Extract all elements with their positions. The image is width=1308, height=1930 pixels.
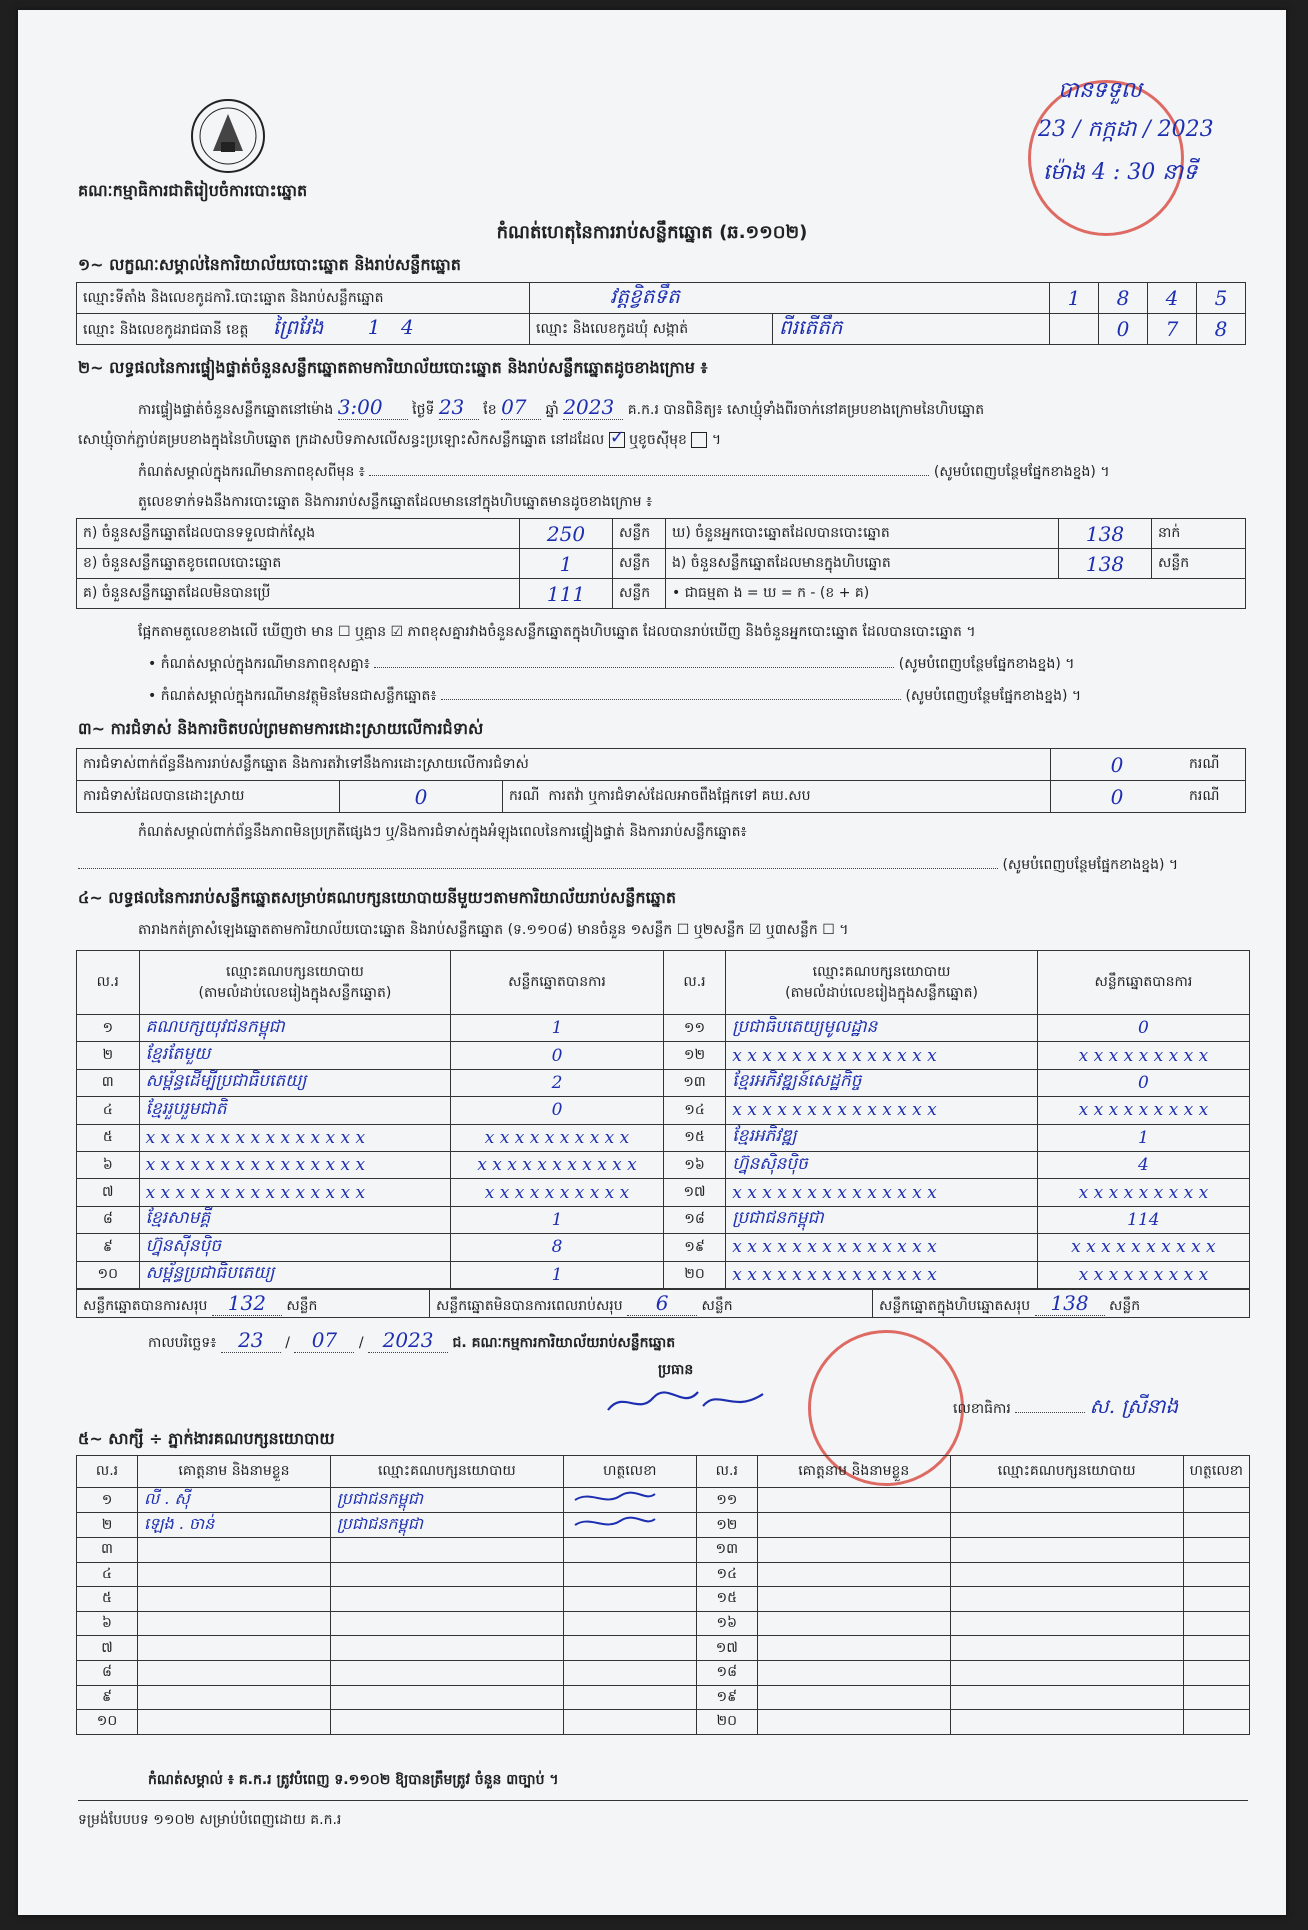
total-box-value: 138 bbox=[1035, 1291, 1105, 1316]
result-party: x x x x x x x x x x x x x x x bbox=[139, 1151, 451, 1178]
witness-name bbox=[137, 1685, 330, 1710]
results-table bbox=[76, 950, 1250, 1289]
commune-code-1: 0 bbox=[1099, 314, 1148, 345]
objection-row1-unit: ករណី bbox=[1183, 749, 1246, 781]
result-party: x x x x x x x x x x x x x x bbox=[726, 1179, 1038, 1206]
col-votes-left: សន្លឹកឆ្នោតបានការ bbox=[451, 951, 663, 1015]
form-sheet bbox=[18, 10, 1286, 1915]
counts-row bbox=[77, 579, 1246, 609]
witness-party bbox=[950, 1685, 1183, 1710]
witness-name bbox=[137, 1538, 330, 1563]
note-diff-line bbox=[138, 462, 1248, 483]
chair-label: ប្រធាន bbox=[658, 1362, 694, 1378]
witness-no: ១១ bbox=[696, 1488, 757, 1513]
objection-row2-value: 0 bbox=[340, 781, 503, 813]
witness-no: ១៣ bbox=[696, 1538, 757, 1563]
counts-table bbox=[76, 518, 1246, 609]
witness-party bbox=[330, 1562, 563, 1587]
verify-time-value: 3:00 bbox=[338, 395, 408, 420]
form-title: កំណត់ហេតុនៃការរាប់សន្លឹកឆ្នោត (ឆ.១១០២) bbox=[496, 222, 808, 243]
witness-signature bbox=[1183, 1636, 1249, 1661]
secretary-name: ស. ស្រីនាង bbox=[1089, 1394, 1179, 1418]
total-box-cell bbox=[873, 1290, 1250, 1318]
result-votes: x x x x x x x x x x bbox=[451, 1124, 663, 1151]
section4-title: ៤~ លទ្ធផលនៃការរាប់សន្លឹកឆ្នោតសម្រាប់គណបក្សនយោបាយនីមួយៗតាមការិយាល័យរាប់សន្លឹកឆ្នោត bbox=[78, 888, 677, 907]
witness-party bbox=[950, 1710, 1183, 1735]
result-votes: x x x x x x x x x bbox=[1037, 1097, 1249, 1124]
result-party: ប្រជាជនកម្ពុជា bbox=[726, 1206, 1038, 1233]
count-value-e: 138 bbox=[1059, 549, 1152, 579]
witness-party: ប្រជាជនកម្ពុជា bbox=[330, 1513, 563, 1538]
result-no: ១៤ bbox=[663, 1097, 726, 1124]
bullet1-label: • កំណត់សម្គាល់ក្នុងករណីមានភាពខុសគ្នា៖ bbox=[148, 656, 370, 672]
count-unit-a: សន្លឹក bbox=[613, 519, 666, 549]
bottom-divider bbox=[78, 1800, 1248, 1801]
witness-name bbox=[137, 1710, 330, 1735]
result-row bbox=[77, 1261, 1250, 1288]
commune-code-3: 8 bbox=[1197, 314, 1246, 345]
note-diff-label: កំណត់សម្គាល់ក្នុងករណីមានភាពខុសពីមុន ៖ bbox=[138, 464, 365, 480]
result-votes: x x x x x x x x x x x bbox=[451, 1151, 663, 1178]
result-votes: 0 bbox=[1037, 1069, 1249, 1096]
verify-month-value: 07 bbox=[501, 395, 541, 420]
col-votes-right: សន្លឹកឆ្នោតបានការ bbox=[1037, 951, 1249, 1015]
witness-row bbox=[77, 1611, 1250, 1636]
bottom-note: ទម្រង់បែបបទ ១១០២ សម្រាប់បំពេញដោយ គ.ក.រ bbox=[78, 1812, 342, 1828]
witness-col-sign-left: ហត្ថលេខា bbox=[563, 1456, 696, 1488]
witness-party bbox=[950, 1488, 1183, 1513]
witness-name bbox=[757, 1611, 950, 1636]
objections-table bbox=[76, 748, 1246, 813]
verify-month-label: ខែ bbox=[483, 402, 497, 418]
count-value-a: 250 bbox=[520, 519, 613, 549]
witness-signature bbox=[563, 1562, 696, 1587]
verify-line-1-suffix: គ.ក.រ បានពិនិត្យ៖ សោឃ្មុំទាំងពីរចាក់នៅគម្របខាងក្រោមនៃហិបឆ្នោត bbox=[627, 402, 985, 418]
result-party: x x x x x x x x x x x x x x x bbox=[139, 1124, 451, 1151]
witness-col-name-right: គោត្តនាម និងនាមខ្លួន bbox=[757, 1456, 950, 1488]
count-label-e: ង) ចំនួនសន្លឹកឆ្នោតដែលមានក្នុងហិបឆ្នោត bbox=[666, 549, 1059, 579]
section1-title: ១~ លក្ខណៈសម្គាល់នៃការិយាល័យបោះឆ្នោត និងរាប់សន្លឹកឆ្នោត bbox=[78, 255, 461, 274]
result-votes: 1 bbox=[451, 1206, 663, 1233]
nec-emblem-icon bbox=[183, 96, 273, 176]
result-votes: 1 bbox=[1037, 1124, 1249, 1151]
result-party: x x x x x x x x x x x x x x bbox=[726, 1042, 1038, 1069]
result-votes: 1 bbox=[451, 1261, 663, 1288]
province-code-1: 1 bbox=[367, 315, 381, 339]
irregularities-fill bbox=[78, 855, 1248, 876]
result-votes: 114 bbox=[1037, 1206, 1249, 1233]
verify-day-value: 23 bbox=[439, 395, 479, 420]
total-invalid-label: សន្លឹកឆ្នោតមិនបានការពេលរាប់សរុប bbox=[436, 1297, 623, 1314]
col-no-left: ល.រ bbox=[77, 951, 140, 1015]
count-unit-b: សន្លឹក bbox=[613, 549, 666, 579]
commune-label: ឈ្មោះ និងលេខកូដឃុំ សង្កាត់ bbox=[530, 314, 773, 345]
witness-row bbox=[77, 1710, 1250, 1735]
witness-name bbox=[757, 1710, 950, 1735]
witness-signature bbox=[1183, 1538, 1249, 1563]
result-party: គណបក្សយុវជនកម្ពុជា bbox=[139, 1015, 451, 1042]
section3-title: ៣~ ការជំទាស់ និងការចិតបល់ព្រមតាមការដោះស្រាយលើការជំទាស់ bbox=[78, 719, 484, 738]
col-party-left bbox=[139, 951, 451, 1015]
witness-no: ៩ bbox=[77, 1685, 138, 1710]
witness-row bbox=[77, 1538, 1250, 1563]
witness-name bbox=[757, 1538, 950, 1563]
total-valid-unit: សន្លឹក bbox=[286, 1297, 318, 1314]
result-votes: 1 bbox=[451, 1015, 663, 1042]
result-no: ១៨ bbox=[663, 1206, 726, 1233]
result-votes: 2 bbox=[451, 1069, 663, 1096]
count-label-c: គ) ចំនួនសន្លឹកឆ្នោតដែលមិនបានប្រើ bbox=[77, 579, 520, 609]
witness-col-no-right: ល.រ bbox=[696, 1456, 757, 1488]
secretary-label: លេខាធិការ bbox=[953, 1401, 1011, 1417]
province-label: ឈ្មោះ និងលេខកូដរាជធានី ខេត្ត bbox=[83, 322, 249, 338]
intact-alt-label: ឬខូចស៊ីមុខ bbox=[629, 432, 687, 448]
result-party: ខ្មែរសាមគ្គី bbox=[139, 1206, 451, 1233]
commune-code-2: 7 bbox=[1148, 314, 1197, 345]
witness-row bbox=[77, 1562, 1250, 1587]
compare-line: ផ្អែកតាមតួលេខខាងលើ ឃើញថា មាន ☐ ឬគ្មាន ☑ ភាពខុសគ្នារវាងចំនួនសន្លឹកឆ្នោតក្នុងហិបឆ្នោត ដែលបានរាប់ឃើញ និងចំនួនអ្នកបោះឆ្នោត ដែលបានបោះឆ្នោត ។ bbox=[138, 624, 976, 640]
witness-party bbox=[330, 1587, 563, 1612]
witness-name bbox=[137, 1636, 330, 1661]
result-row bbox=[77, 1069, 1250, 1096]
witness-col-no-left: ល.រ bbox=[77, 1456, 138, 1488]
witness-signature bbox=[1183, 1562, 1249, 1587]
col-no-right: ល.រ bbox=[663, 951, 726, 1015]
verify-line-1 bbox=[138, 395, 984, 421]
witness-no: ១៥ bbox=[696, 1587, 757, 1612]
count-unit-e: សន្លឹក bbox=[1152, 549, 1246, 579]
location-code-1: 1 bbox=[1050, 283, 1099, 314]
result-no: ៨ bbox=[77, 1206, 140, 1233]
bullet2-label: • កំណត់សម្គាល់ក្នុងករណីមានវត្ថុមិនមែនជាសន្លឹកឆ្នោត៖ bbox=[148, 688, 437, 704]
location-code-3: 4 bbox=[1148, 283, 1197, 314]
chair-signature bbox=[603, 1380, 773, 1424]
witness-no: ១២ bbox=[696, 1513, 757, 1538]
witness-party bbox=[330, 1636, 563, 1661]
date-line: កាលបរិច្ឆេទ៖ 23 / 07 / 2023 ជ. គណៈកម្មការការិយាល័យរាប់សន្លឹកឆ្នោត bbox=[148, 1328, 676, 1352]
result-no: ១២ bbox=[663, 1042, 726, 1069]
secretary-line bbox=[953, 1393, 1178, 1423]
witness-signature bbox=[1183, 1488, 1249, 1513]
result-party: ខ្មែរតែមួយ bbox=[139, 1042, 451, 1069]
date-month: 07 bbox=[294, 1328, 354, 1353]
received-label: បានទទួល bbox=[1058, 78, 1142, 103]
witness-party bbox=[950, 1611, 1183, 1636]
witness-no: ៦ bbox=[77, 1611, 138, 1636]
totals-table bbox=[76, 1289, 1250, 1318]
counts-row bbox=[77, 519, 1246, 549]
total-box-unit: សន្លឹក bbox=[1108, 1297, 1141, 1314]
col-party-right-title: ឈ្មោះគណបក្សនយោបាយ bbox=[812, 963, 951, 980]
bullet2-fill-more: (សូមបំពេញបន្ថែមផ្នែកខាងខ្នង) ។ bbox=[905, 688, 1082, 704]
witness-table bbox=[76, 1455, 1250, 1735]
location-code-2: 8 bbox=[1099, 283, 1148, 314]
tally-line: តារាងកត់ត្រាសំឡេងឆ្នោតតាមការិយាល័យបោះឆ្នោត និងរាប់សន្លឹកឆ្នោត (ទ.១១០៨) មានចំនួន ១សន្លឹក ☐ ឬ២សន្លឹក ☑ ឬ៣សន្លឹក ☐ ។ bbox=[138, 922, 849, 938]
count-label-a: ក) ចំនួនសន្លឹកឆ្នោតដែលបានទទួលជាក់ស្តែង bbox=[77, 519, 520, 549]
result-party: ហ្វ៊ុនស៊ីនប៉ិច bbox=[139, 1234, 451, 1261]
witness-signature bbox=[1183, 1660, 1249, 1685]
total-valid-value: 132 bbox=[212, 1291, 282, 1316]
date-year: 2023 bbox=[368, 1328, 448, 1353]
result-votes: 8 bbox=[451, 1234, 663, 1261]
col-party-left-title: ឈ្មោះគណបក្សនយោបាយ bbox=[226, 963, 364, 980]
col-party-left-sub: (តាមលំដាប់លេខរៀងក្នុងសន្លឹកឆ្នោត) bbox=[198, 984, 392, 1001]
objection-row2-label: ការជំទាស់ដែលបានដោះស្រាយ bbox=[77, 781, 340, 813]
witness-signature bbox=[563, 1538, 696, 1563]
result-party: x x x x x x x x x x x x x x bbox=[726, 1097, 1038, 1124]
org-name: គណៈកម្មាធិការជាតិរៀបចំការបោះឆ្នោត bbox=[78, 181, 308, 200]
result-row bbox=[77, 1097, 1250, 1124]
witness-no: ៧ bbox=[77, 1636, 138, 1661]
verify-year-value: 2023 bbox=[563, 395, 623, 420]
witness-name bbox=[137, 1587, 330, 1612]
result-row bbox=[77, 1206, 1250, 1233]
committee-label: ជ. គណៈកម្មការការិយាល័យរាប់សន្លឹកឆ្នោត bbox=[452, 1335, 676, 1351]
witness-signature bbox=[1183, 1611, 1249, 1636]
date-day: 23 bbox=[221, 1328, 281, 1353]
section5-title: ៥~ សាក្សី ÷ ភ្នាក់ងារគណបក្សនយោបាយ bbox=[78, 1429, 335, 1448]
witness-name bbox=[137, 1660, 330, 1685]
count-label-d: ឃ) ចំនួនអ្នកបោះឆ្នោតដែលបានបោះឆ្នោត bbox=[666, 519, 1059, 549]
commune-value: ពីរតើតឹក bbox=[773, 314, 1050, 345]
witness-col-name-left: គោត្តនាម និងនាមខ្លួន bbox=[137, 1456, 330, 1488]
witness-row bbox=[77, 1660, 1250, 1685]
result-no: ២ bbox=[77, 1042, 140, 1069]
witness-no: ១ bbox=[77, 1488, 138, 1513]
witness-no: ១៤ bbox=[696, 1562, 757, 1587]
count-value-d: 138 bbox=[1059, 519, 1152, 549]
location-label: ឈ្មោះទីតាំង និងលេខកូដការិ.បោះឆ្នោត និងរាប់សន្លឹកឆ្នោត bbox=[77, 283, 530, 314]
result-party: ខ្មែរអភិវឌ្ឍ bbox=[726, 1124, 1038, 1151]
result-row bbox=[77, 1234, 1250, 1261]
witness-row bbox=[77, 1513, 1250, 1538]
witness-party bbox=[330, 1538, 563, 1563]
witness-col-sign-right: ហត្ថលេខា bbox=[1183, 1456, 1249, 1488]
location-value: វត្តខ្វិតទឹត bbox=[530, 283, 1050, 314]
province-value: ព្រៃវែង bbox=[272, 315, 324, 339]
witness-no: ៨ bbox=[77, 1660, 138, 1685]
witness-no: ៤ bbox=[77, 1562, 138, 1587]
objection-row1-label: ការជំទាស់ពាក់ព័ន្ធនឹងការរាប់សន្លឹកឆ្នោត និងការតវ៉ាទៅនឹងការដោះស្រាយលើការជំទាស់ bbox=[77, 749, 1051, 781]
objection-row2-right-unit: ករណី bbox=[1183, 781, 1246, 813]
witness-name bbox=[757, 1660, 950, 1685]
verify-year-label: ឆ្នាំ bbox=[545, 402, 559, 418]
witness-party bbox=[330, 1660, 563, 1685]
section2-title: ២~ លទ្ធផលនៃការផ្ទៀងផ្ទាត់ចំនួនសន្លឹកឆ្នោតតាមការិយាល័យបោះឆ្នោត និងរាប់សន្លឹកឆ្នោតដូចខាងក្រោម ៖ bbox=[78, 358, 708, 377]
formula-label: • ជាធម្មតា ង = ឃ = ក - (ខ + គ) bbox=[666, 579, 1246, 609]
col-party-right-sub: (តាមលំដាប់លេខរៀងក្នុងសន្លឹកឆ្នោត) bbox=[785, 984, 978, 1001]
witness-name: ឡេង . ចាន់ bbox=[137, 1513, 330, 1538]
witness-no: ១៦ bbox=[696, 1611, 757, 1636]
result-party: x x x x x x x x x x x x x x bbox=[726, 1234, 1038, 1261]
objection-row2-right-value: 0 bbox=[1051, 781, 1184, 813]
witness-no: ១៩ bbox=[696, 1685, 757, 1710]
footnote: កំណត់សម្គាល់ ៖ គ.ក.រ ត្រូវបំពេញ ទ.១១០២ ឱ្យបានត្រឹមត្រូវ ចំនួន ៣ច្បាប់ ។ bbox=[148, 1772, 559, 1788]
result-no: ១០ bbox=[77, 1261, 140, 1288]
received-time: ម៉ោង 4 : 30 នាទី bbox=[1043, 160, 1198, 185]
witness-signature bbox=[563, 1636, 696, 1661]
count-label-b: ខ) ចំនួនសន្លឹកឆ្នោតខូចពេលបោះឆ្នោត bbox=[77, 549, 520, 579]
witness-party bbox=[950, 1562, 1183, 1587]
col-party-right bbox=[726, 951, 1038, 1015]
witness-signature bbox=[563, 1611, 696, 1636]
province-code-2: 4 bbox=[400, 315, 414, 339]
result-party: សម្ព័ន្ធដើម្បីប្រជាធិបតេយ្យ bbox=[139, 1069, 451, 1096]
witness-party bbox=[950, 1636, 1183, 1661]
irregularities-fill-more: (សូមបំពេញបន្ថែមផ្នែកខាងខ្នង) ។ bbox=[1002, 857, 1179, 873]
result-party: ប្រជាធិបតេយ្យមូលដ្ឋាន bbox=[726, 1015, 1038, 1042]
witness-name bbox=[757, 1513, 950, 1538]
result-party: ខ្មែរអភិវឌ្ឍន៍សេដ្ឋកិច្ច bbox=[726, 1069, 1038, 1096]
total-invalid-cell bbox=[430, 1290, 873, 1318]
date-label: កាលបរិច្ឆេទ៖ bbox=[148, 1335, 217, 1351]
witness-col-party-right: ឈ្មោះគណបក្សនយោបាយ bbox=[950, 1456, 1183, 1488]
witness-signature bbox=[563, 1660, 696, 1685]
verify-line-2: សោឃ្មុំចាក់ភ្ជាប់គម្របខាងក្នុងនៃហិបឆ្នោត ក្រដាសបិទភាសលើសន្ធះប្រឡោះសិកសន្លឹកឆ្នោត នៅដដែល ✓ ឬខូចស៊ីមុខ ។ bbox=[78, 430, 721, 451]
result-no: ៥ bbox=[77, 1124, 140, 1151]
witness-name bbox=[757, 1562, 950, 1587]
witness-no: ១៨ bbox=[696, 1660, 757, 1685]
witness-row bbox=[77, 1587, 1250, 1612]
witness-party bbox=[950, 1513, 1183, 1538]
witness-signature bbox=[1183, 1587, 1249, 1612]
received-date: 23 / កក្កដា / 2023 bbox=[1038, 117, 1214, 142]
verify-time-prefix: ការផ្ទៀងផ្ទាត់ចំនួនសន្លឹកឆ្នោតនៅម៉ោង bbox=[138, 402, 334, 418]
result-row bbox=[77, 1042, 1250, 1069]
result-party: ខ្មែររួបរួមជាតិ bbox=[139, 1097, 451, 1124]
result-votes: 0 bbox=[451, 1097, 663, 1124]
witness-signature bbox=[563, 1513, 696, 1538]
verify-line-2-text: សោឃ្មុំចាក់ភ្ជាប់គម្របខាងក្នុងនៃហិបឆ្នោត ក្រដាសបិទភាសលើសន្ធះប្រឡោះសិកសន្លឹកឆ្នោត នៅដដែល bbox=[78, 432, 605, 448]
witness-row bbox=[77, 1636, 1250, 1661]
count-unit-d: នាក់ bbox=[1152, 519, 1246, 549]
result-votes: x x x x x x x x x bbox=[1037, 1042, 1249, 1069]
witness-signature bbox=[563, 1488, 696, 1513]
irregularities-note: កំណត់សម្គាល់ពាក់ព័ន្ធនឹងភាពមិនប្រក្រតីផ្សេងៗ ឬ/និងការជំទាស់ក្នុងអំឡុងពេលនៃការផ្ទៀងផ្ទាត់ និងការរាប់សន្លឹកឆ្នោត៖ bbox=[138, 824, 747, 840]
signature-scribble bbox=[570, 1513, 660, 1533]
note-diff-fill-more: (សូមបំពេញបន្ថែមផ្នែកខាងខ្នង) ។ bbox=[933, 464, 1110, 480]
witness-col-party-left: ឈ្មោះគណបក្សនយោបាយ bbox=[330, 1456, 563, 1488]
result-no: ១៦ bbox=[663, 1151, 726, 1178]
witness-name bbox=[757, 1685, 950, 1710]
witness-no: ២ bbox=[77, 1513, 138, 1538]
witness-name bbox=[137, 1611, 330, 1636]
result-row bbox=[77, 1124, 1250, 1151]
witness-no: ៣ bbox=[77, 1538, 138, 1563]
witness-signature bbox=[1183, 1710, 1249, 1735]
total-valid-label: សន្លឹកឆ្នោតបានការសរុប bbox=[83, 1297, 208, 1314]
result-votes: 0 bbox=[451, 1042, 663, 1069]
intact-checkbox[interactable] bbox=[609, 432, 625, 448]
result-no: ១៩ bbox=[663, 1234, 726, 1261]
witness-party bbox=[950, 1660, 1183, 1685]
witness-name: លី . ស៊ី bbox=[137, 1488, 330, 1513]
total-box-label: សន្លឹកឆ្នោតក្នុងហិបឆ្នោតសរុប bbox=[879, 1297, 1031, 1314]
count-value-b: 1 bbox=[520, 549, 613, 579]
total-invalid-unit: សន្លឹក bbox=[701, 1297, 733, 1314]
verify-day-label: ថ្ងៃទី bbox=[412, 402, 435, 418]
result-no: ២០ bbox=[663, 1261, 726, 1288]
result-no: ១១ bbox=[663, 1015, 726, 1042]
witness-party bbox=[330, 1710, 563, 1735]
result-party: ហ្វ៊ុនស៊ិនប៉ិច bbox=[726, 1151, 1038, 1178]
objection-row2-right-label bbox=[503, 781, 1051, 813]
result-party: x x x x x x x x x x x x x x bbox=[726, 1261, 1038, 1288]
count-value-c: 111 bbox=[520, 579, 613, 609]
witness-party bbox=[330, 1685, 563, 1710]
counts-row bbox=[77, 549, 1246, 579]
witness-no: ១០ bbox=[77, 1710, 138, 1735]
result-no: ៣ bbox=[77, 1069, 140, 1096]
bullet1-fill-more: (សូមបំពេញបន្ថែមផ្នែកខាងខ្នង) ។ bbox=[898, 656, 1075, 672]
total-valid-cell bbox=[77, 1290, 430, 1318]
bullet2-line bbox=[148, 686, 1248, 707]
witness-no: ៥ bbox=[77, 1587, 138, 1612]
witness-name bbox=[137, 1562, 330, 1587]
witness-row bbox=[77, 1685, 1250, 1710]
location-code-4: 5 bbox=[1197, 283, 1246, 314]
witness-party bbox=[330, 1611, 563, 1636]
witness-signature bbox=[1183, 1685, 1249, 1710]
count-unit-c: សន្លឹក bbox=[613, 579, 666, 609]
witness-row bbox=[77, 1488, 1250, 1513]
result-no: ៧ bbox=[77, 1179, 140, 1206]
result-party: សម្ព័ន្ធប្រជាធិបតេយ្យ bbox=[139, 1261, 451, 1288]
witness-signature bbox=[563, 1710, 696, 1735]
section1-table bbox=[76, 282, 1246, 345]
damaged-checkbox[interactable] bbox=[691, 432, 707, 448]
witness-party bbox=[950, 1587, 1183, 1612]
objection-row1-value: 0 bbox=[1051, 749, 1184, 781]
result-no: ១៥ bbox=[663, 1124, 726, 1151]
result-no: ១៣ bbox=[663, 1069, 726, 1096]
signature-scribble bbox=[570, 1488, 660, 1508]
result-no: ៩ bbox=[77, 1234, 140, 1261]
witness-no: ២០ bbox=[696, 1710, 757, 1735]
result-votes: x x x x x x x x x x bbox=[1037, 1234, 1249, 1261]
witness-signature bbox=[563, 1587, 696, 1612]
witness-party: ប្រជាជនកម្ពុជា bbox=[330, 1488, 563, 1513]
objection-row2-right-text: ការតវ៉ា ឬការជំទាស់ដែលអាចពឹងផ្អែកទៅ គឃ.សប bbox=[548, 788, 811, 804]
result-votes: x x x x x x x x x bbox=[1037, 1261, 1249, 1288]
bullet1-line bbox=[148, 654, 1248, 675]
result-no: ៦ bbox=[77, 1151, 140, 1178]
result-row bbox=[77, 1015, 1250, 1042]
witness-no: ១៧ bbox=[696, 1636, 757, 1661]
result-no: ១៧ bbox=[663, 1179, 726, 1206]
witness-signature bbox=[1183, 1513, 1249, 1538]
result-votes: x x x x x x x x x x bbox=[451, 1179, 663, 1206]
result-votes: x x x x x x x x x bbox=[1037, 1179, 1249, 1206]
result-no: ១ bbox=[77, 1015, 140, 1042]
witness-name bbox=[757, 1587, 950, 1612]
witness-name bbox=[757, 1488, 950, 1513]
result-party: x x x x x x x x x x x x x x x bbox=[139, 1179, 451, 1206]
result-row bbox=[77, 1151, 1250, 1178]
total-invalid-value: 6 bbox=[627, 1291, 697, 1316]
objection-row2-unit: ករណី bbox=[509, 788, 540, 804]
counts-intro: តួលេខទាក់ទងនឹងការបោះឆ្នោត និងការរាប់សន្លឹកឆ្នោតដែលមាននៅក្នុងហិបឆ្នោតមានដូចខាងក្រោម ៖ bbox=[138, 494, 653, 510]
result-row bbox=[77, 1179, 1250, 1206]
witness-name bbox=[757, 1636, 950, 1661]
result-no: ៤ bbox=[77, 1097, 140, 1124]
witness-signature bbox=[563, 1685, 696, 1710]
result-votes: 4 bbox=[1037, 1151, 1249, 1178]
witness-party bbox=[950, 1538, 1183, 1563]
result-votes: 0 bbox=[1037, 1015, 1249, 1042]
